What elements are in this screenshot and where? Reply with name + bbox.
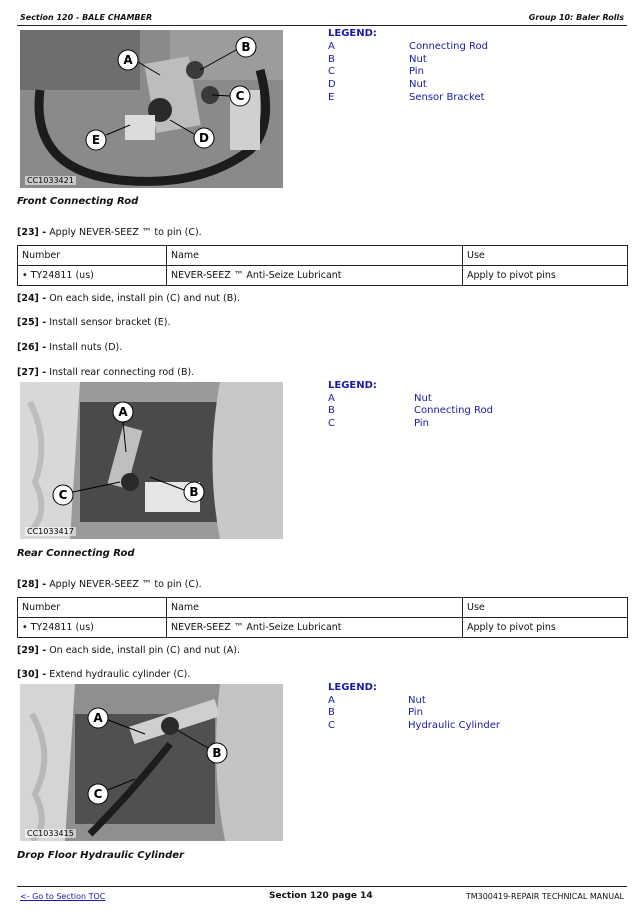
figure-illustration xyxy=(20,382,283,539)
go-to-section-toc-link[interactable]: <- Go to Section TOC xyxy=(20,892,106,901)
table-cell-name: NEVER-SEEZ ™ Anti-Seize Lubricant xyxy=(167,266,463,286)
step-28: [28] - Apply NEVER-SEEZ ™ to pin (C). xyxy=(17,579,202,590)
callout-b: B xyxy=(241,40,251,54)
legend-title: LEGEND: xyxy=(328,28,377,39)
step-27: [27] - Install rear connecting rod (B). xyxy=(17,367,195,378)
parts-table xyxy=(17,245,628,286)
table-header-number: Number xyxy=(18,246,167,266)
legend-key: B xyxy=(328,54,335,65)
figure-caption: Front Connecting Rod xyxy=(17,196,139,207)
legend-label: Pin xyxy=(408,707,423,718)
figure-illustration xyxy=(20,684,283,841)
footer-divider xyxy=(17,886,627,887)
table-header-number: Number xyxy=(18,598,167,618)
callout-c: C xyxy=(58,488,68,502)
table-cell-name: NEVER-SEEZ ™ Anti-Seize Lubricant xyxy=(167,618,463,638)
callout-b: B xyxy=(189,485,199,499)
header-group-title: Group 10: Baler Rolls xyxy=(528,13,624,22)
legend-title: LEGEND: xyxy=(328,380,377,391)
step-24: [24] - On each side, install pin (C) and nut (B). xyxy=(17,293,240,304)
legend-key: C xyxy=(328,418,335,429)
legend-label: Sensor Bracket xyxy=(409,92,485,103)
legend-key: D xyxy=(328,79,336,90)
callout-a: A xyxy=(123,53,133,67)
figure-drop-floor-hydraulic-cylinder xyxy=(20,684,283,841)
legend-label: Connecting Rod xyxy=(414,405,493,416)
legend-label: Nut xyxy=(409,54,427,65)
legend-label: Nut xyxy=(414,393,432,404)
legend-key: C xyxy=(328,720,335,731)
table-cell-use: Apply to pivot pins xyxy=(463,618,628,638)
legend-label: Nut xyxy=(409,79,427,90)
legend-key: A xyxy=(328,393,335,404)
figure-illustration xyxy=(20,30,283,188)
table-row xyxy=(18,266,628,286)
step-26: [26] - Install nuts (D). xyxy=(17,342,123,353)
header-divider xyxy=(17,25,627,26)
legend-label: Pin xyxy=(409,66,424,77)
legend-key: E xyxy=(328,92,335,103)
callout-a: A xyxy=(118,405,128,419)
callout-d: D xyxy=(199,131,209,145)
figure-id: CC1033417 xyxy=(27,527,74,536)
parts-table xyxy=(17,597,628,638)
figure-id: CC1033421 xyxy=(27,176,74,185)
step-23: [23] - Apply NEVER-SEEZ ™ to pin (C). xyxy=(17,227,202,238)
table-header-name: Name xyxy=(167,246,463,266)
table-cell-number: • TY24811 (us) xyxy=(18,618,167,638)
legend-label: Hydraulic Cylinder xyxy=(408,720,501,731)
table-cell-number: • TY24811 (us) xyxy=(18,266,167,286)
step-29: [29] - On each side, install pin (C) and nut (A). xyxy=(17,645,240,656)
legend-key: B xyxy=(328,405,335,416)
callout-c: C xyxy=(93,787,103,801)
legend-title: LEGEND: xyxy=(328,682,377,693)
callout-a: A xyxy=(93,711,103,725)
figure-id: CC1033415 xyxy=(27,829,74,838)
table-header-use: Use xyxy=(463,598,628,618)
header-section-title: Section 120 - BALE CHAMBER xyxy=(20,13,153,22)
figure-front-connecting-rod xyxy=(20,30,283,188)
table-row xyxy=(18,618,628,638)
figure-caption: Rear Connecting Rod xyxy=(17,548,135,559)
legend-label: Nut xyxy=(408,695,426,706)
legend-label: Connecting Rod xyxy=(409,41,488,52)
callout-e: E xyxy=(91,133,101,147)
figure-rear-connecting-rod xyxy=(20,382,283,539)
table-header-use: Use xyxy=(463,246,628,266)
step-25: [25] - Install sensor bracket (E). xyxy=(17,317,171,328)
step-30: [30] - Extend hydraulic cylinder (C). xyxy=(17,669,191,680)
table-cell-use: Apply to pivot pins xyxy=(463,266,628,286)
legend-key: C xyxy=(328,66,335,77)
figure-caption: Drop Floor Hydraulic Cylinder xyxy=(17,850,184,861)
page-number: Section 120 page 14 xyxy=(269,891,373,901)
legend-key: A xyxy=(328,695,335,706)
manual-title: TM300419-REPAIR TECHNICAL MANUAL xyxy=(465,892,624,901)
table-header-name: Name xyxy=(167,598,463,618)
callout-c: C xyxy=(235,89,245,103)
legend-label: Pin xyxy=(414,418,429,429)
legend-key: A xyxy=(328,41,335,52)
legend-key: B xyxy=(328,707,335,718)
callout-b: B xyxy=(212,746,222,760)
